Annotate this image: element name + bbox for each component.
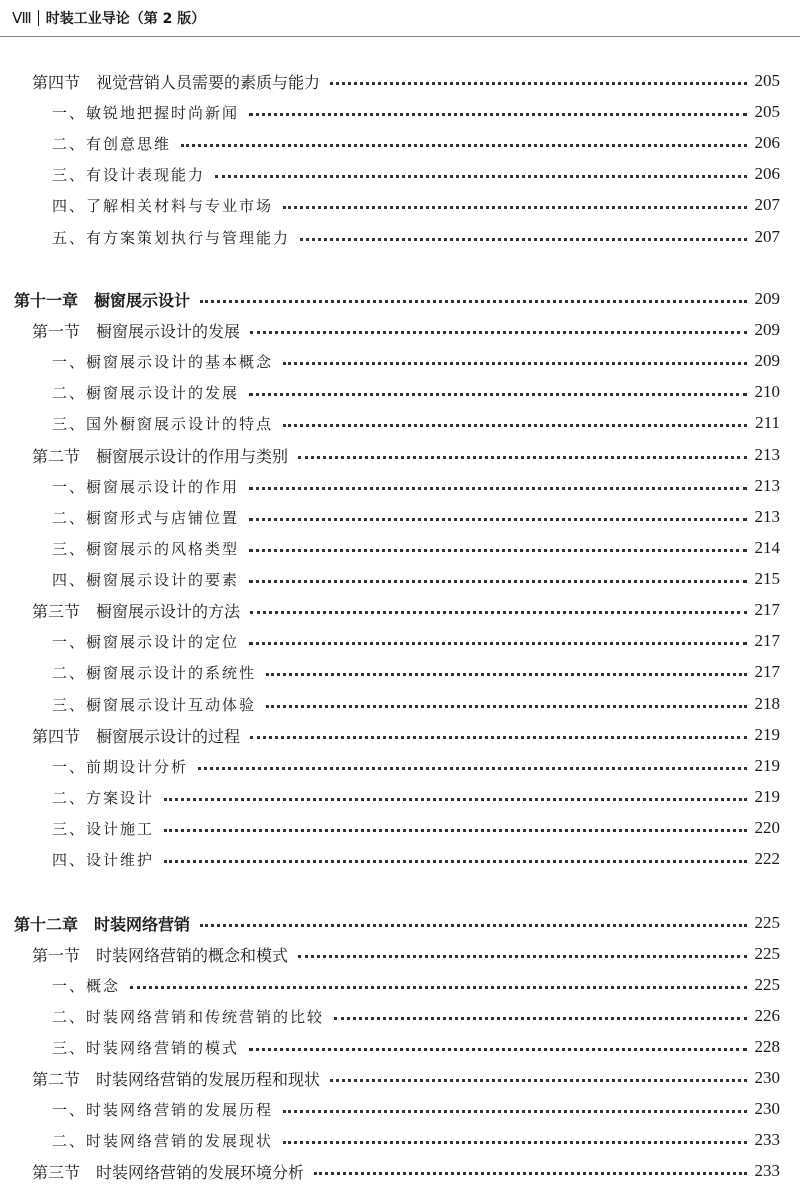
toc-section-row <box>0 940 800 968</box>
toc-page-number: 205 <box>754 71 780 90</box>
toc-page-number: 213 <box>754 476 780 495</box>
toc-page-number: 217 <box>754 600 780 619</box>
toc-item-row <box>0 845 800 873</box>
toc-item-title: 二、橱窗展示设计的发展 <box>52 383 240 402</box>
toc-page-number: 217 <box>754 662 780 681</box>
toc-item-row <box>0 409 800 437</box>
toc-item-title: 一、橱窗展示设计的定位 <box>52 632 240 651</box>
toc-page-number: 228 <box>754 1037 780 1056</box>
toc-page-number: 218 <box>754 694 780 713</box>
toc-item-row <box>0 658 800 686</box>
toc-item-row <box>0 223 800 251</box>
dot-leader <box>198 767 746 770</box>
dot-leader <box>249 580 746 583</box>
toc-page-number: 214 <box>754 538 780 557</box>
toc-item-title: 三、国外橱窗展示设计的特点 <box>52 414 274 433</box>
toc-item-title: 三、橱窗展示的风格类型 <box>52 539 240 558</box>
toc-section-title: 第二节 橱窗展示设计的作用与类别 <box>32 446 289 466</box>
toc-item-row <box>0 534 800 562</box>
toc-item-title: 二、时装网络营销和传统营销的比较 <box>52 1007 325 1026</box>
toc-page-number: 206 <box>754 133 780 152</box>
toc-section-row <box>0 441 800 469</box>
toc-page-number: 209 <box>754 351 780 370</box>
toc-page-number: 206 <box>754 164 780 183</box>
toc-item-row <box>0 1095 800 1123</box>
toc-item-row <box>0 472 800 500</box>
toc-page-number: 207 <box>754 227 780 246</box>
toc-item-row <box>0 1126 800 1154</box>
toc-section-title: 第四节 橱窗展示设计的过程 <box>32 726 241 746</box>
dot-leader <box>164 829 746 832</box>
toc-item-title: 二、方案设计 <box>52 788 155 807</box>
toc-item-row <box>0 98 800 126</box>
dot-leader <box>249 1048 746 1051</box>
toc-chapter-title: 第十一章 橱窗展示设计 <box>14 290 191 310</box>
toc-item-title: 三、时装网络营销的模式 <box>52 1038 240 1057</box>
toc-chapter-row <box>0 909 800 937</box>
toc-item-title: 二、橱窗形式与店铺位置 <box>52 508 240 527</box>
dot-leader <box>249 642 746 645</box>
toc-item-row <box>0 503 800 531</box>
toc-page-number: 219 <box>754 756 780 775</box>
toc-section-row <box>0 721 800 749</box>
toc-page-number: 219 <box>754 787 780 806</box>
dot-leader <box>298 456 746 459</box>
dot-leader <box>164 798 746 801</box>
toc-item-row <box>0 378 800 406</box>
toc-item-row <box>0 1033 800 1061</box>
toc-page-number: 222 <box>754 849 780 868</box>
dot-leader <box>164 860 746 863</box>
dot-leader <box>200 924 746 927</box>
toc-page-number: 226 <box>754 1006 780 1025</box>
dot-leader <box>250 331 746 334</box>
toc-page-number: 230 <box>754 1068 780 1087</box>
toc-item-row <box>0 565 800 593</box>
toc-page-number: 215 <box>754 569 780 588</box>
toc-section-title: 第一节 时装网络营销的概念和模式 <box>32 945 289 965</box>
dot-leader <box>330 1079 746 1082</box>
dot-leader <box>266 673 746 676</box>
toc-section-row <box>0 67 800 95</box>
toc-item-row <box>0 627 800 655</box>
dot-leader <box>283 1141 746 1144</box>
toc-page-number: 207 <box>754 195 780 214</box>
toc-item-title: 三、设计施工 <box>52 819 155 838</box>
toc-item-title: 三、有设计表现能力 <box>52 165 206 184</box>
dot-leader <box>283 1110 746 1113</box>
toc-page-number: 213 <box>754 445 780 464</box>
toc-item-title: 四、设计维护 <box>52 850 155 869</box>
dot-leader <box>250 611 746 614</box>
toc-section-row <box>0 596 800 624</box>
toc-section-row <box>0 1064 800 1092</box>
toc-item-title: 五、有方案策划执行与管理能力 <box>52 228 291 247</box>
toc-page-number: 233 <box>754 1161 780 1180</box>
toc-item-title: 一、时装网络营销的发展历程 <box>52 1100 274 1119</box>
toc-section-title: 第三节 橱窗展示设计的方法 <box>32 601 241 621</box>
toc-page-number: 209 <box>754 320 780 339</box>
toc-item-row <box>0 191 800 219</box>
dot-leader <box>130 986 746 989</box>
toc-item-row <box>0 690 800 718</box>
toc-item-title: 二、有创意思维 <box>52 134 172 153</box>
toc-item-title: 四、橱窗展示设计的要素 <box>52 570 240 589</box>
toc-page-number: 209 <box>754 289 780 308</box>
toc-item-title: 一、橱窗展示设计的基本概念 <box>52 352 274 371</box>
toc-item-title: 三、橱窗展示设计互动体验 <box>52 695 257 714</box>
toc-item-row <box>0 160 800 188</box>
dot-leader <box>334 1017 746 1020</box>
dot-leader <box>249 487 746 490</box>
toc-item-row <box>0 971 800 999</box>
dot-leader <box>283 362 746 365</box>
toc-item-title: 二、橱窗展示设计的系统性 <box>52 663 257 682</box>
toc-page-number: 225 <box>754 944 780 963</box>
dot-leader <box>249 113 746 116</box>
dot-leader <box>314 1172 746 1175</box>
toc-section-title: 第三节 时装网络营销的发展环境分析 <box>32 1162 305 1182</box>
toc-page-number: 220 <box>754 818 780 837</box>
dot-leader <box>249 549 746 552</box>
dot-leader <box>200 300 746 303</box>
dot-leader <box>283 206 746 209</box>
running-header <box>12 6 205 30</box>
header-book-title: 时装工业导论（第 2 版） <box>45 11 206 27</box>
toc-item-title: 二、时装网络营销的发展现状 <box>52 1131 274 1150</box>
toc-item-row <box>0 1002 800 1030</box>
dot-leader <box>250 736 746 739</box>
dot-leader <box>330 82 746 85</box>
toc-chapter-title: 第十二章 时装网络营销 <box>14 914 191 934</box>
toc-page-number: 210 <box>754 382 780 401</box>
toc-section-row <box>0 316 800 344</box>
dot-leader <box>300 238 746 241</box>
dot-leader <box>215 175 746 178</box>
dot-leader <box>181 144 746 147</box>
toc-page-number: 205 <box>754 102 780 121</box>
dot-leader <box>298 955 746 958</box>
dot-leader <box>249 393 746 396</box>
toc-page-number: 225 <box>754 913 780 932</box>
toc-item-title: 一、前期设计分析 <box>52 757 189 776</box>
toc-page-number: 230 <box>754 1099 780 1118</box>
header-separator <box>38 10 39 26</box>
dot-leader <box>283 424 747 427</box>
toc-item-row <box>0 783 800 811</box>
toc-item-title: 一、敏锐地把握时尚新闻 <box>52 103 240 122</box>
toc-item-title: 一、橱窗展示设计的作用 <box>52 477 240 496</box>
toc-item-row <box>0 752 800 780</box>
toc-item-row <box>0 814 800 842</box>
toc-page-number: 213 <box>754 507 780 526</box>
toc-item-title: 一、概念 <box>52 976 121 995</box>
dot-leader <box>249 518 746 521</box>
toc-page-number: 225 <box>754 975 780 994</box>
toc-page-number: 233 <box>754 1130 780 1149</box>
toc-page-number: 219 <box>754 725 780 744</box>
dot-leader <box>266 705 746 708</box>
toc-section-row <box>0 1157 800 1185</box>
toc-item-row <box>0 129 800 157</box>
toc-section-title: 第四节 视觉营销人员需要的素质与能力 <box>32 72 321 92</box>
toc-page-number: 217 <box>754 631 780 650</box>
toc-section-title: 第一节 橱窗展示设计的发展 <box>32 321 241 341</box>
header-page-number: Ⅷ <box>12 10 32 27</box>
header-rule <box>0 36 800 37</box>
toc-item-title: 四、了解相关材料与专业市场 <box>52 196 274 215</box>
toc-page-number: 211 <box>755 413 780 432</box>
toc-chapter-row <box>0 285 800 313</box>
toc-item-row <box>0 347 800 375</box>
toc-section-title: 第二节 时装网络营销的发展历程和现状 <box>32 1069 321 1089</box>
